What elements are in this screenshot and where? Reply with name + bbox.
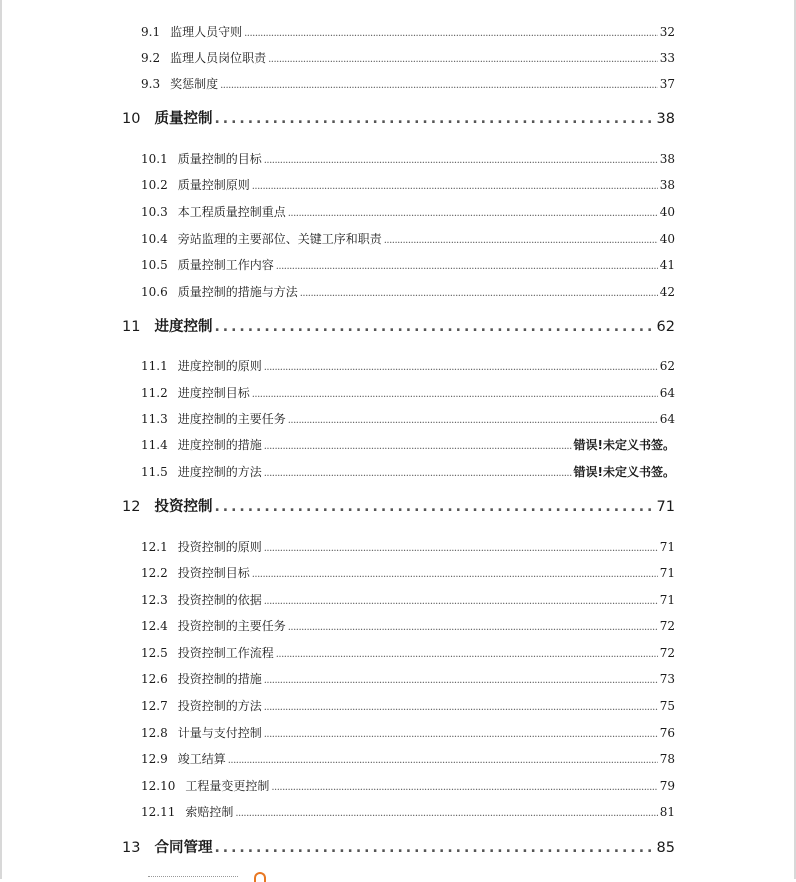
toc-entry-number: 12.9 [141, 752, 168, 766]
toc-entry-number: 10.6 [141, 285, 168, 299]
toc-chapter-10[interactable] [122, 107, 675, 127]
toc-chapter-page: 38 [656, 111, 675, 127]
toc-chapter-12[interactable] [122, 495, 675, 515]
toc-entry-number: 12.5 [141, 646, 168, 660]
toc-entry-12-10[interactable] [141, 777, 675, 793]
toc-entry-page: 73 [659, 672, 675, 686]
toc-entry-number: 10.3 [141, 205, 168, 219]
toc-chapter-page: 85 [656, 840, 675, 856]
toc-entry-9-1[interactable] [141, 23, 675, 39]
toc-entry-12-11[interactable] [141, 803, 675, 819]
toc-entry-number: 11.3 [141, 412, 168, 426]
toc-chapter-number: 11 [122, 319, 141, 335]
dot-leader [252, 566, 658, 580]
toc-entry-title: 投资控制的措施 [177, 672, 262, 686]
toc-entry-title: 进度控制目标 [177, 386, 250, 400]
toc-entry-number: 10.1 [141, 152, 168, 166]
toc-entry-12-8[interactable] [141, 724, 675, 740]
toc-entry-page: 64 [659, 386, 675, 400]
toc-entry-number: 11.5 [141, 465, 168, 479]
toc-chapter-13[interactable] [122, 836, 675, 856]
toc-entry-page: 32 [659, 25, 675, 39]
toc-entry-title: 质量控制原则 [177, 178, 250, 192]
toc-entry-page: 76 [659, 726, 675, 740]
toc-entry-page: 40 [659, 232, 675, 246]
toc-entry-number: 12.7 [141, 699, 168, 713]
toc-entry-number: 11.2 [141, 386, 168, 400]
toc-entry-10-6[interactable] [141, 283, 675, 299]
dot-leader [252, 386, 658, 400]
toc-entry-title: 监理人员守则 [170, 25, 243, 39]
toc-entry-title: 旁站监理的主要部位、关键工序和职责 [177, 232, 382, 246]
toc-entry-page: 71 [659, 566, 675, 580]
toc-entry-page: 78 [659, 752, 675, 766]
toc-entry-page: 75 [659, 699, 675, 713]
toc-entry-title: 投资控制的方法 [177, 699, 262, 713]
toc-entry-number: 11.4 [141, 438, 168, 452]
dot-leader [264, 540, 658, 554]
toc-entry-title: 计量与支付控制 [177, 726, 262, 740]
dot-leader [288, 205, 658, 219]
dot-leader [264, 359, 658, 373]
dot-leader [264, 152, 658, 166]
toc-entry-number: 12.1 [141, 540, 168, 554]
dot-leader [288, 412, 658, 426]
dot-leader [214, 499, 654, 515]
toc-entry-number: 10.2 [141, 178, 168, 192]
toc-entry-number: 12.8 [141, 726, 168, 740]
toc-entry-title: 进度控制的主要任务 [177, 412, 286, 426]
toc-entry-number: 12.11 [141, 805, 176, 819]
toc-chapter-number: 13 [122, 840, 141, 856]
dot-leader [288, 619, 658, 633]
toc-entry-page: 42 [659, 285, 675, 299]
toc-entry-title: 投资控制目标 [177, 566, 250, 580]
toc-entry-10-2[interactable] [141, 176, 675, 192]
toc-chapter-page: 62 [656, 319, 675, 335]
toc-entry-title: 投资控制的原则 [177, 540, 262, 554]
toc-entry-number: 11.1 [141, 359, 168, 373]
toc-entry-title: 质量控制工作内容 [177, 258, 274, 272]
toc-entry-title: 竣工结算 [177, 752, 226, 766]
dot-leader [264, 593, 658, 607]
toc-entry-title: 投资控制的主要任务 [177, 619, 286, 633]
toc-entry-number: 9.1 [141, 25, 161, 39]
dot-leader [220, 77, 658, 91]
dot-leader [276, 646, 658, 660]
toc-entry-title: 索赔控制 [185, 805, 234, 819]
toc-entry-10-1[interactable] [141, 150, 675, 166]
toc-entry-9-3[interactable] [141, 75, 675, 91]
toc-chapter-title: 进度控制 [154, 319, 213, 335]
toc-entry-10-4[interactable] [141, 230, 675, 246]
dot-leader [244, 25, 658, 39]
dot-leader [300, 285, 658, 299]
bookmark-error-text: 错误!未定义书签。 [573, 438, 675, 452]
toc-entry-title: 监理人员岗位职责 [170, 51, 267, 65]
toc-entry-number: 12.10 [141, 779, 176, 793]
toc-entry-12-2[interactable] [141, 564, 675, 580]
toc-entry-11-1[interactable] [141, 357, 675, 373]
dot-leader [264, 699, 658, 713]
toc-entry-title: 奖惩制度 [170, 77, 219, 91]
toc-entry-page: 33 [659, 51, 675, 65]
dot-leader [264, 465, 572, 479]
page-edge [0, 0, 2, 879]
dot-leader [214, 840, 654, 856]
dot-leader [384, 232, 658, 246]
dot-leader [235, 805, 657, 819]
toc-entry-page: 72 [659, 646, 675, 660]
toc-entry-11-4[interactable] [141, 436, 675, 452]
toc-entry-title: 投资控制的依据 [177, 593, 262, 607]
toc-chapter-number: 12 [122, 499, 141, 515]
toc-entry-page: 40 [659, 205, 675, 219]
toc-entry-page: 81 [659, 805, 675, 819]
toc-entry-11-3[interactable] [141, 410, 675, 426]
dot-leader [268, 51, 658, 65]
cut-off-next-entry [148, 876, 238, 878]
toc-entry-10-3[interactable] [141, 203, 675, 219]
toc-entry-page: 79 [659, 779, 675, 793]
toc-chapter-title: 投资控制 [154, 499, 213, 515]
toc-entry-page: 62 [659, 359, 675, 373]
toc-entry-12-3[interactable] [141, 591, 675, 607]
toc-entry-title: 投资控制工作流程 [177, 646, 274, 660]
toc-entry-number: 9.3 [141, 77, 161, 91]
toc-chapter-page: 71 [656, 499, 675, 515]
dot-leader [252, 178, 658, 192]
toc-entry-page: 37 [659, 77, 675, 91]
toc-chapter-11[interactable] [122, 315, 675, 335]
toc-entry-12-1[interactable] [141, 538, 675, 554]
dot-leader [264, 726, 658, 740]
toc-entry-number: 9.2 [141, 51, 161, 65]
dot-leader [271, 779, 657, 793]
toc-entry-number: 10.4 [141, 232, 168, 246]
toc-entry-number: 10.5 [141, 258, 168, 272]
toc-chapter-title: 合同管理 [154, 840, 213, 856]
toc-entry-12-4[interactable] [141, 617, 675, 633]
toc-entry-number: 12.2 [141, 566, 168, 580]
dot-leader [264, 438, 572, 452]
dot-leader [228, 752, 658, 766]
toc-entry-title: 进度控制的措施 [177, 438, 262, 452]
toc-entry-page: 72 [659, 619, 675, 633]
toc-entry-12-5[interactable] [141, 644, 675, 660]
annotation-mark-icon [254, 872, 266, 882]
toc-entry-title: 进度控制的方法 [177, 465, 262, 479]
toc-entry-title: 质量控制的目标 [177, 152, 262, 166]
toc-entry-10-5[interactable] [141, 256, 675, 272]
dot-leader [276, 258, 658, 272]
toc-entry-number: 12.4 [141, 619, 168, 633]
toc-entry-page: 71 [659, 593, 675, 607]
bookmark-error-text: 错误!未定义书签。 [573, 465, 675, 479]
toc-entry-12-6[interactable] [141, 670, 675, 686]
toc-entry-12-7[interactable] [141, 697, 675, 713]
toc-entry-title: 本工程质量控制重点 [177, 205, 286, 219]
toc-entry-12-9[interactable] [141, 750, 675, 766]
toc-entry-11-2[interactable] [141, 384, 675, 400]
toc-chapter-number: 10 [122, 111, 141, 127]
toc-entry-page: 38 [659, 178, 675, 192]
toc-entry-title: 质量控制的措施与方法 [177, 285, 298, 299]
toc-entry-page: 64 [659, 412, 675, 426]
toc-entry-page: 38 [659, 152, 675, 166]
toc-entry-number: 12.6 [141, 672, 168, 686]
toc-entry-9-2[interactable] [141, 49, 675, 65]
dot-leader [214, 111, 654, 127]
toc-entry-11-5[interactable] [141, 463, 675, 479]
dot-leader [264, 672, 658, 686]
toc-chapter-title: 质量控制 [154, 111, 213, 127]
toc-entry-page: 41 [659, 258, 675, 272]
dot-leader [214, 319, 654, 335]
toc-entry-title: 工程量变更控制 [185, 779, 270, 793]
toc-entry-number: 12.3 [141, 593, 168, 607]
toc-entry-page: 71 [659, 540, 675, 554]
toc-entry-title: 进度控制的原则 [177, 359, 262, 373]
